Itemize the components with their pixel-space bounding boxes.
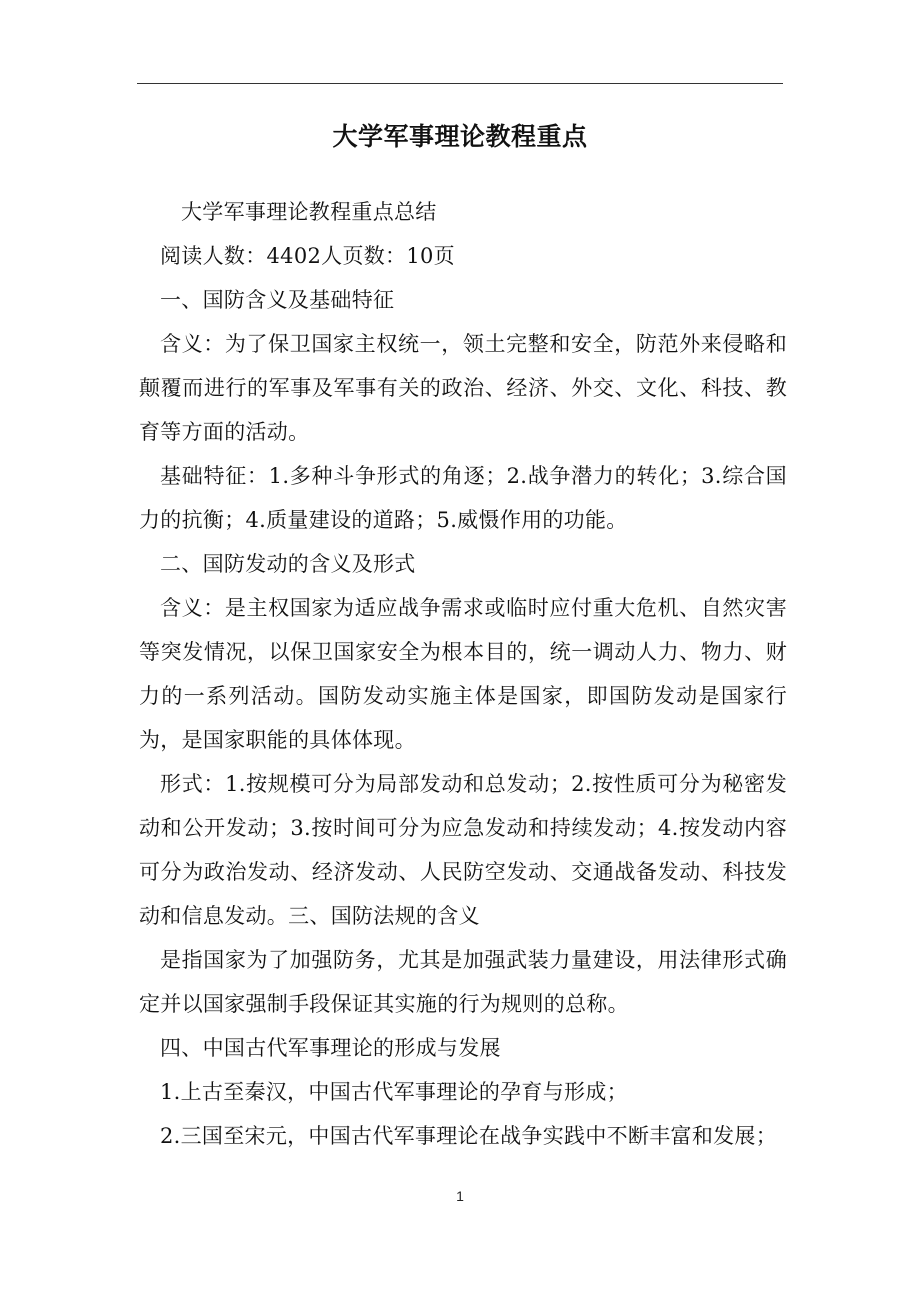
paragraph-regulations: 是指国家为了加强防务，尤其是加强武装力量建设，用法律形式确定并以国家强制手段保证其实施的行为规则的总称。 [139, 948, 787, 1016]
document-subtitle: 大学军事理论教程重点总结 [181, 200, 437, 224]
section-heading-1: 一、国防含义及基础特征 [160, 288, 395, 312]
paragraph-definition-2: 含义：是主权国家为适应战争需求或临时应付重大危机、自然灾害等突发情况，以保卫国家安全为根本目的，统一调动人力、物力、财力的一系列活动。国防发动实施主体是国家，即国防发动是国家行为，是国家职能的具体体现。 [139, 596, 787, 752]
paragraph-definition-1: 含义：为了保卫国家主权统一，领土完整和安全，防范外来侵略和颠覆而进行的军事及军事有关的政治、经济、外交、文化、科技、教育等方面的活动。 [139, 332, 787, 444]
section-heading-4: 四、中国古代军事理论的形成与发展 [160, 1036, 501, 1060]
document-body [139, 190, 787, 1158]
section-heading-2: 二、国防发动的含义及形式 [160, 552, 416, 576]
list-item-2: 2.三国至宋元，中国古代军事理论在战争实践中不断丰富和发展； [160, 1124, 778, 1148]
list-item-1: 1.上古至秦汉，中国古代军事理论的孕育与形成； [160, 1080, 628, 1104]
paragraph-features: 基础特征：1.多种斗争形式的角逐；2.战争潜力的转化；3.综合国力的抗衡；4.质量建设的道路；5.威慑作用的功能。 [139, 464, 787, 532]
page-number: 1 [456, 1188, 464, 1204]
document-meta: 阅读人数：4402人页数：10页 [160, 244, 455, 268]
header-rule [137, 83, 783, 84]
document-title: 大学军事理论教程重点 [332, 122, 588, 151]
paragraph-forms: 形式：1.按规模可分为局部发动和总发动；2.按性质可分为秘密发动和公开发动；3.按时间可分为应急发动和持续发动；4.按发动内容可分为政治发动、经济发动、人民防空发动、交通战备发动、科技发动和信息发动。三、国防法规的含义 [139, 772, 787, 928]
